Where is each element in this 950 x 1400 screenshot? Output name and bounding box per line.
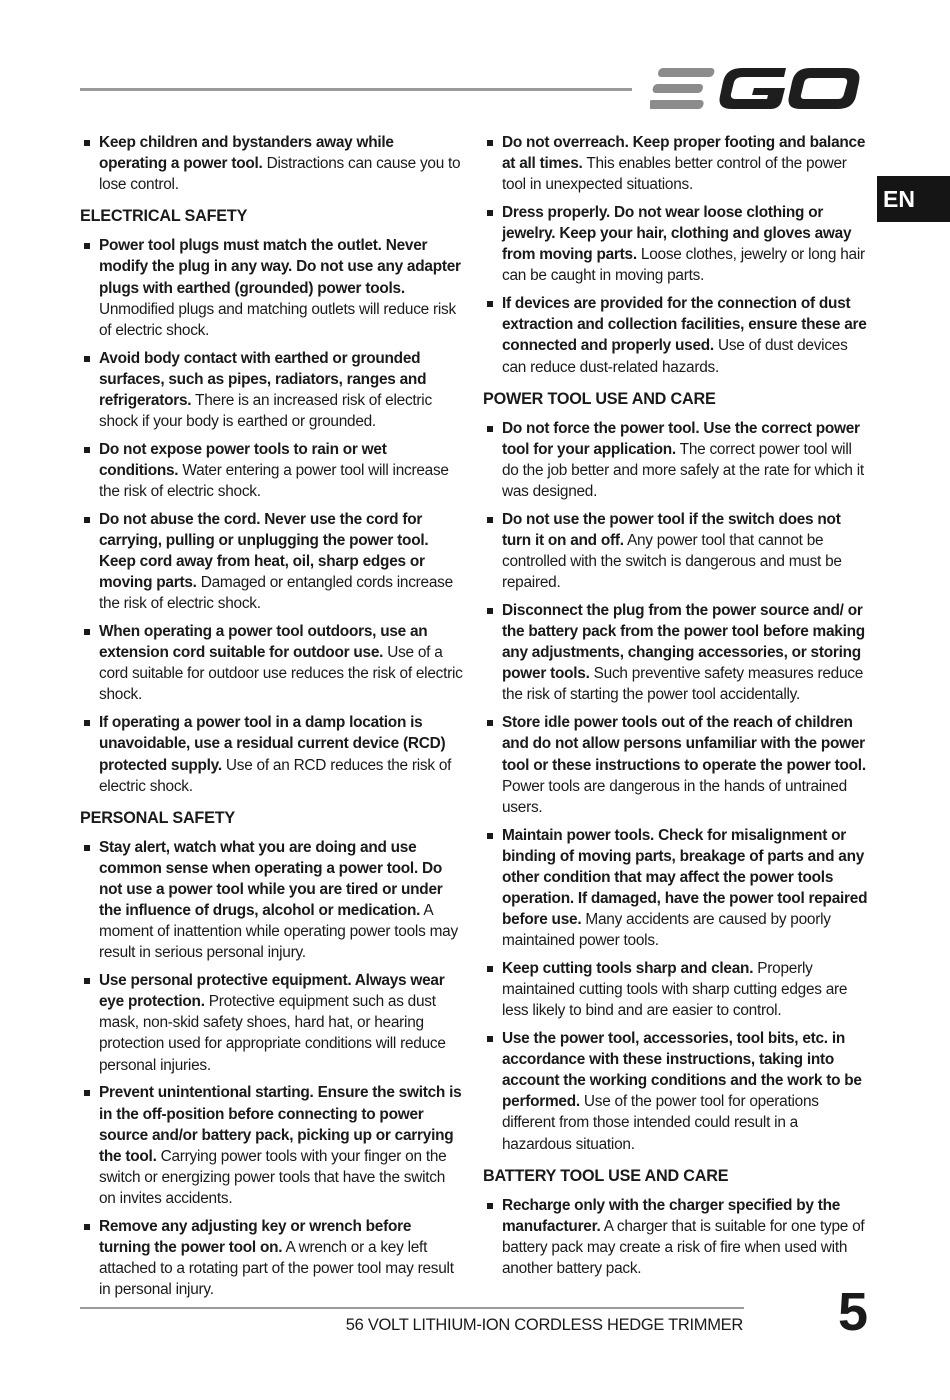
bullet-body-text: Unmodified plugs and matching outlets will reduce risk of electric shock. xyxy=(99,300,456,339)
safety-bullet-item xyxy=(483,825,868,952)
bullet-body-text: A moment of inattention while operating power tools may result in serious personal injury. xyxy=(99,902,458,962)
safety-bullet-item xyxy=(80,837,465,964)
safety-bullet-item xyxy=(483,509,868,593)
safety-bullet-item xyxy=(483,958,868,1021)
safety-bullet-item xyxy=(483,418,868,502)
section-heading: POWER TOOL USE AND CARE xyxy=(483,389,716,408)
bullet-bold-text: Use the power tool, accessories, tool bits, etc. in accordance with these instructions, taking into account the working conditions and the work to be performed. xyxy=(502,1030,862,1111)
right-column xyxy=(483,132,868,1286)
bullet-bold-text: Use personal protective equipment. Always wear eye protection. xyxy=(99,972,445,1011)
left-column xyxy=(80,132,465,1307)
bullet-bold-text: Do not overreach. Keep proper footing and balance at all times. xyxy=(502,134,866,173)
bullet-bold-text: Avoid body contact with earthed or grounded surfaces, such as pipes, radiators, ranges and refrigerators. xyxy=(99,349,427,409)
safety-bullet-item xyxy=(80,235,465,340)
bullet-bold-text: Store idle power tools out of the reach of children and do not allow persons unfamiliar with the power tool or these instructions to operate the power tool. xyxy=(502,714,866,774)
bullet-bold-text: Maintain power tools. Check for misalignment or binding of moving parts, breakage of parts and any other condition that may affect the power tools operation. If damaged, have the power tool repaired before use. xyxy=(502,826,868,928)
bullet-body-text: There is an increased risk of electric shock if your body is earthed or grounded. xyxy=(99,391,432,430)
safety-bullet-item xyxy=(483,600,868,705)
safety-bullet-item xyxy=(80,1216,465,1300)
bullet-body-text: Carrying power tools with your finger on the switch or energizing power tools that have the switch on invites accidents. xyxy=(99,1147,447,1207)
bullet-bold-text: Recharge only with the charger specified by the manufacturer. xyxy=(502,1196,841,1235)
bullet-body-text: Any power tool that cannot be controlled with the switch is dangerous and must be repaired. xyxy=(502,531,842,592)
bullet-bold-text: Do not abuse the cord. Never use the cord for carrying, pulling or unplugging the power tool. Keep cord away from heat, oil, sharp edges or moving parts. xyxy=(99,510,429,592)
bullet-body-text: A wrench or a key left attached to a rotating part of the power tool may result in personal injury. xyxy=(99,1238,454,1299)
bullet-body-text: This enables better control of the power tool in unexpected situations. xyxy=(502,155,847,194)
safety-bullet-item xyxy=(80,509,465,614)
safety-bullet-item xyxy=(483,293,868,377)
page-number: 5 xyxy=(838,1282,869,1342)
bullet-body-text: A charger that is suitable for one type of battery pack may create a risk of fire when used with another battery pack. xyxy=(502,1217,865,1277)
bullet-bold-text: Keep cutting tools sharp and clean. xyxy=(502,959,754,977)
safety-bullet-item xyxy=(80,132,465,195)
bullet-bold-text: Do not use the power tool if the switch does not turn it on and off. xyxy=(502,510,841,549)
header-rule xyxy=(80,88,632,91)
safety-bullet-item xyxy=(80,1082,465,1209)
bullet-bold-text: Prevent unintentional starting. Ensure the switch is in the off-position before connecting to power source and/or battery pack, picking up or carrying the tool. xyxy=(99,1084,462,1165)
safety-bullet-item xyxy=(483,712,868,817)
bullet-bold-text: Do not expose power tools to rain or wet conditions. xyxy=(99,440,387,479)
bullet-bold-text: If operating a power tool in a damp location is unavoidable, use a residual current device (RCD) protected supply. xyxy=(99,714,446,774)
bullet-body-text: Use of a cord suitable for outdoor use reduces the risk of electric shock. xyxy=(99,644,463,704)
safety-bullet-item xyxy=(483,202,868,286)
bullet-body-text: Power tools are dangerous in the hands of untrained users. xyxy=(502,777,847,816)
bullet-body-text: Such preventive safety measures reduce the risk of starting the power tool accidentally. xyxy=(502,665,864,704)
section-heading: ELECTRICAL SAFETY xyxy=(80,207,248,226)
bullet-bold-text: Keep children and bystanders away while operating a power tool. xyxy=(99,134,394,173)
bullet-bold-text: Stay alert, watch what you are doing and use common sense when operating a power tool. Do not use a power tool while you are tired or under the influence of drugs, alcohol or medication. xyxy=(99,838,443,920)
section-heading: PERSONAL SAFETY xyxy=(80,808,236,827)
bullet-body-text: Use of the power tool for operations different from those intended could result in a hazardous situation. xyxy=(502,1093,819,1153)
bullet-body-text: Distractions can cause you to lose control. xyxy=(99,155,461,194)
bullet-body-text: Loose clothes, jewelry or long hair can be caught in moving parts. xyxy=(502,246,865,285)
bullet-bold-text: Do not force the power tool. Use the correct power tool for your application. xyxy=(502,419,860,458)
bullet-bold-text: Dress properly. Do not wear loose clothing or jewelry. Keep your hair, clothing and gloves away from moving parts. xyxy=(502,204,852,264)
ego-logo xyxy=(650,64,862,114)
safety-bullet-item xyxy=(80,621,465,705)
safety-bullet-item xyxy=(80,439,465,502)
bullet-body-text: Many accidents are caused by poorly maintained power tools. xyxy=(502,910,831,950)
bullet-body-text: Water entering a power tool will increase the risk of electric shock. xyxy=(99,461,449,500)
bullet-body-text: Properly maintained cutting tools with sharp cutting edges are less likely to bind and are easier to control. xyxy=(502,959,848,1020)
bullet-bold-text: Disconnect the plug from the power source and/ or the battery pack from the power tool before making any adjustments, changing accessories, or storing power tools. xyxy=(502,602,865,683)
safety-bullet-item xyxy=(80,712,465,796)
bullet-body-text: Use of an RCD reduces the risk of electric shock. xyxy=(99,756,452,795)
safety-bullet-item xyxy=(483,1195,868,1279)
bullet-bold-text: Power tool plugs must match the outlet. Never modify the plug in any way. Do not use any adapter plugs with earthed (grounded) power tools. xyxy=(99,237,461,297)
bullet-body-text: Protective equipment such as dust mask, non-skid safety shoes, hard hat, or hearing protection used for appropriate conditions will reduce personal injuries. xyxy=(99,993,446,1074)
bullet-body-text: The correct power tool will do the job better and more safely at the rate for which it was designed. xyxy=(502,440,864,500)
footer-product-title: 56 VOLT LITHIUM-ION CORDLESS HEDGE TRIMMER xyxy=(345,1316,743,1334)
safety-bullet-item xyxy=(483,1028,868,1155)
safety-bullet-item xyxy=(80,348,465,432)
bullet-bold-text: Remove any adjusting key or wrench before turning the power tool on. xyxy=(99,1217,412,1256)
bullet-bold-text: If devices are provided for the connection of dust extraction and collection facilities, ensure these are connected and properly used. xyxy=(502,295,867,355)
safety-bullet-item xyxy=(80,970,465,1075)
language-tab: EN xyxy=(877,176,950,222)
bullet-bold-text: When operating a power tool outdoors, use an extension cord suitable for outdoor use. xyxy=(99,623,428,662)
section-heading: BATTERY TOOL USE AND CARE xyxy=(483,1166,729,1185)
safety-bullet-item xyxy=(483,132,868,195)
bullet-body-text: Damaged or entangled cords increase the risk of electric shock. xyxy=(99,574,453,613)
footer-rule xyxy=(80,1307,744,1309)
bullet-body-text: Use of dust devices can reduce dust-related hazards. xyxy=(502,337,848,376)
